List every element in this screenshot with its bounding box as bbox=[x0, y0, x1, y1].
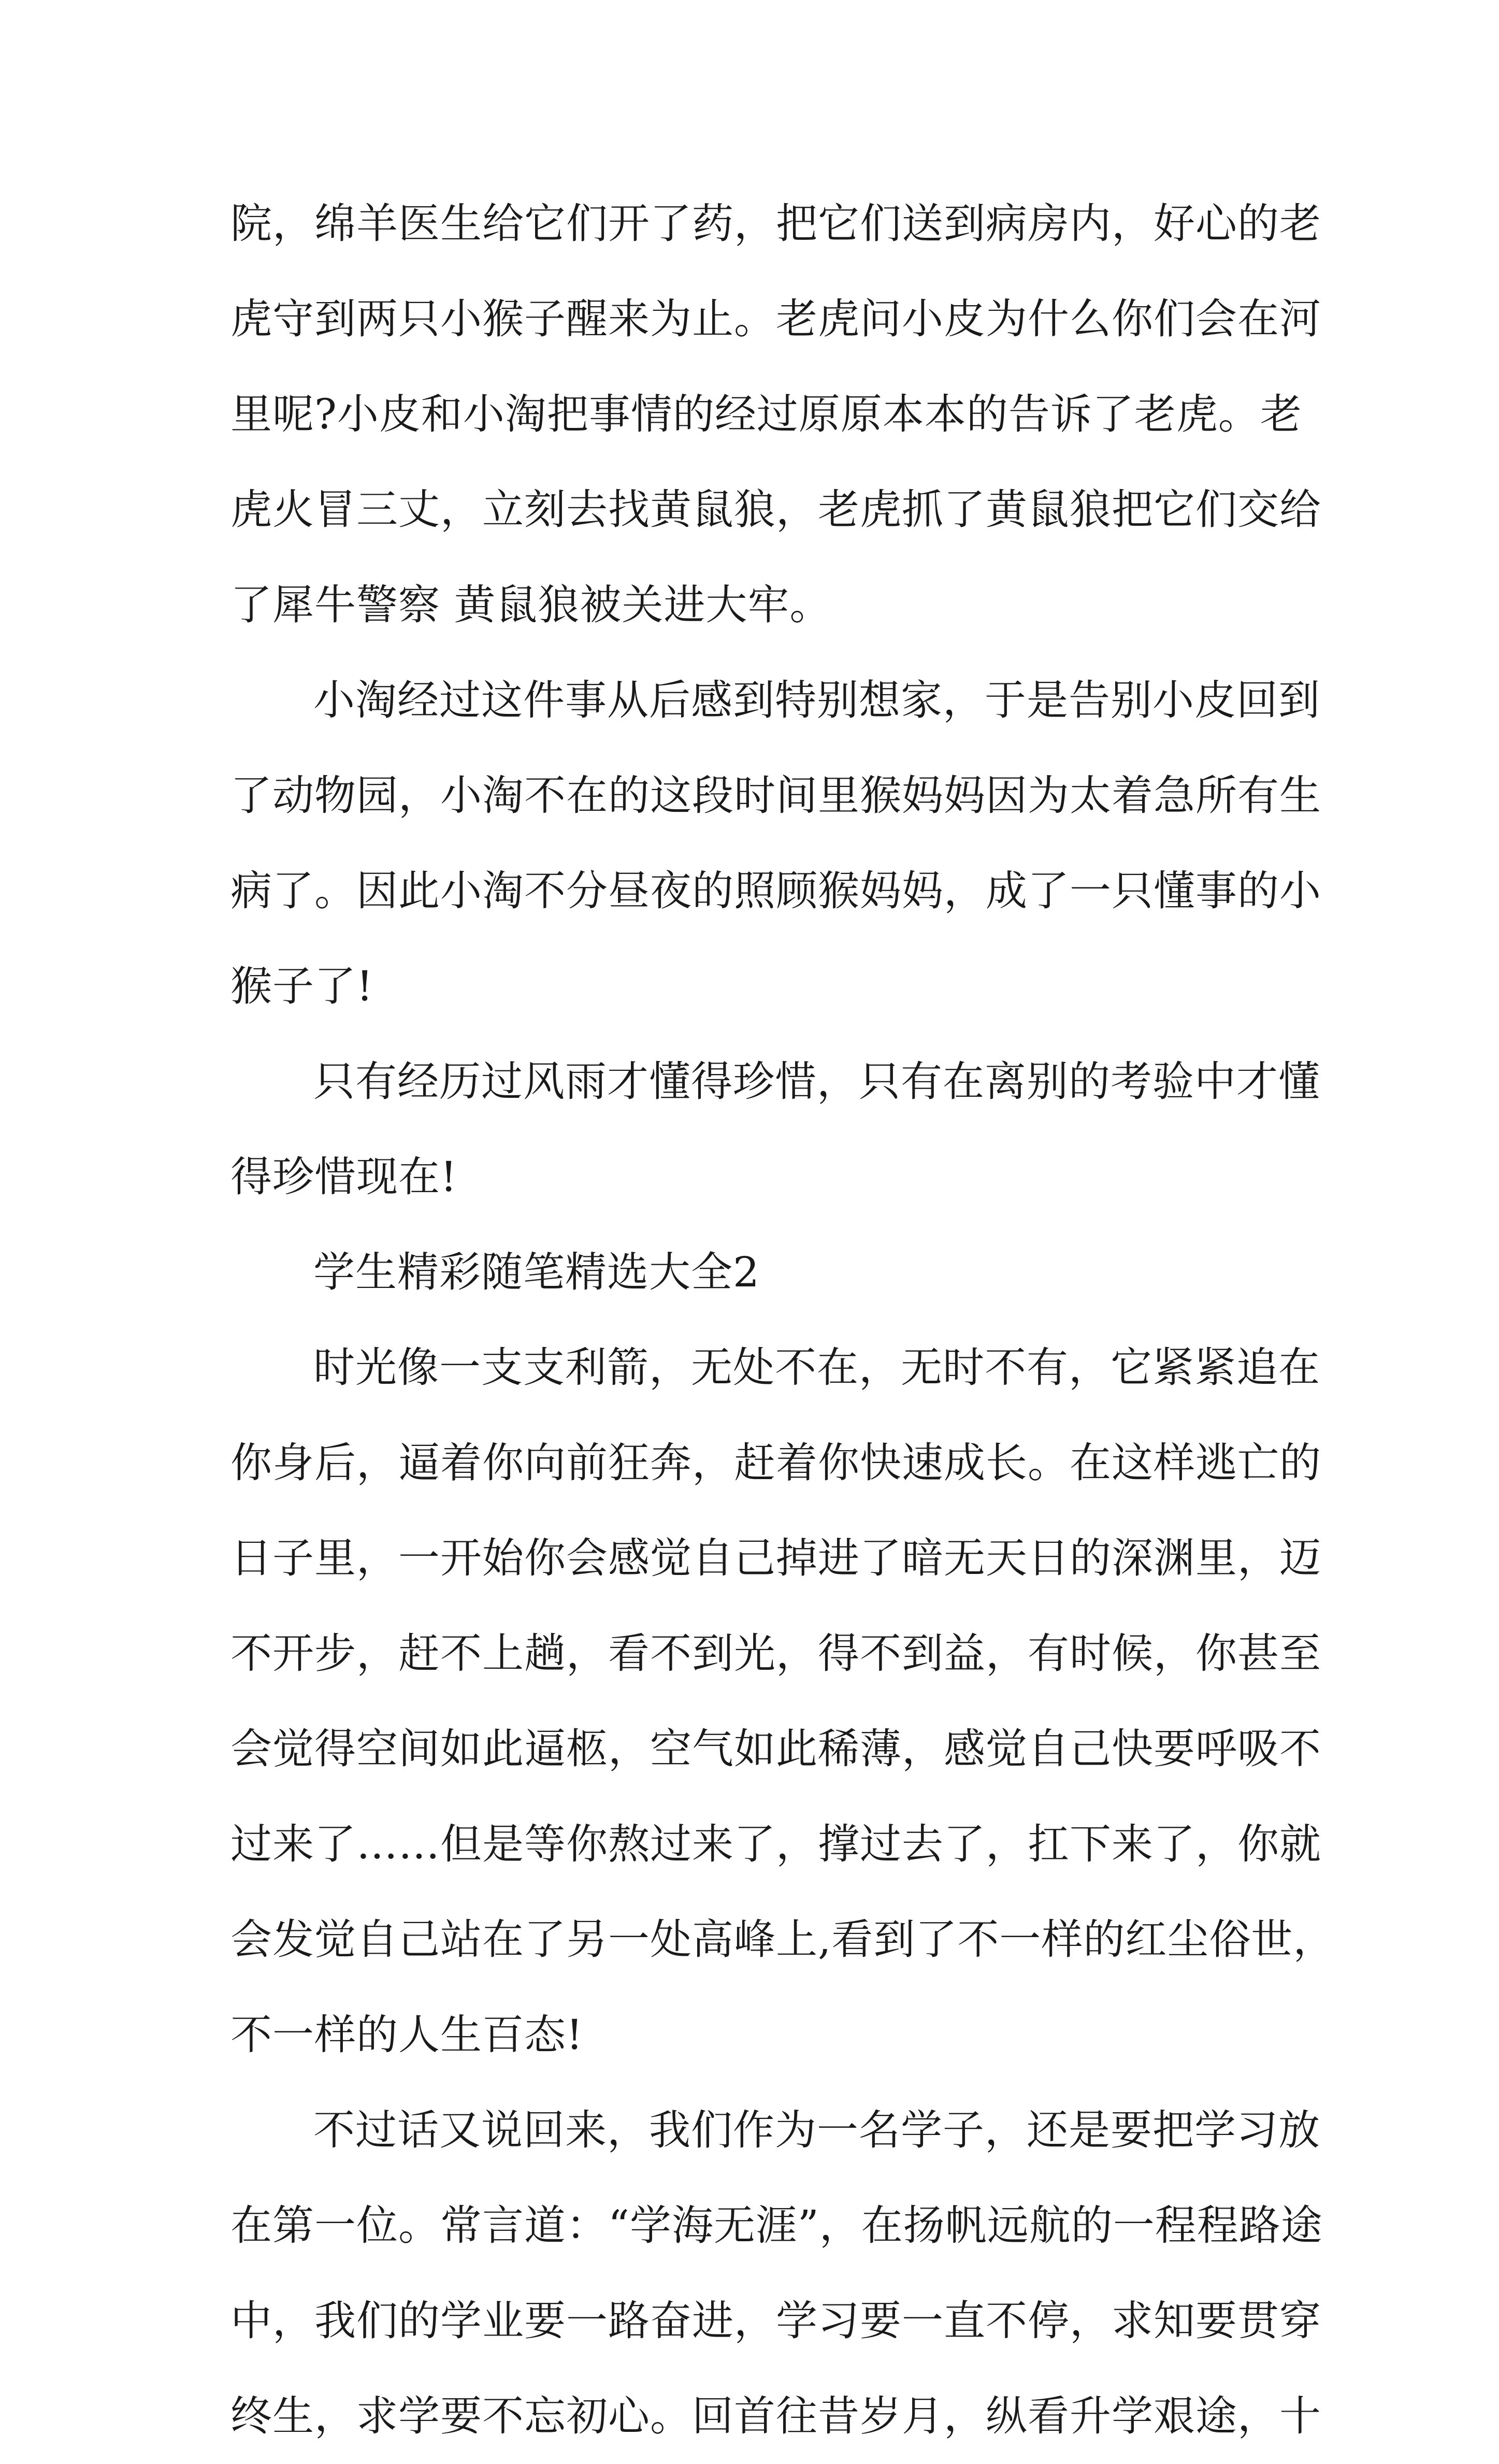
text-line: 猴子了! bbox=[230, 962, 374, 1010]
text-line: 虎火冒三丈，立刻去找黄鼠狼，老虎抓了黄鼠狼把它们交给 bbox=[230, 485, 1321, 534]
text-line: 得珍惜现在! bbox=[230, 1153, 458, 1201]
text-line: 虎守到两只小猴子醒来为止。老虎问小皮为什么你们会在河 bbox=[230, 295, 1321, 343]
text-line: 了动物园，小淘不在的这段时间里猴妈妈因为太着急所有生 bbox=[230, 771, 1321, 820]
text-line: 不一样的人生百态! bbox=[230, 2011, 584, 2059]
paragraph-5 bbox=[230, 1320, 1335, 2083]
paragraph-6 bbox=[230, 2083, 1323, 2464]
text-line: 你身后，逼着你向前狂奔，赶着你快速成长。在这样逃亡的 bbox=[230, 1439, 1321, 1487]
text-line: 会觉得空间如此逼柩，空气如此稀薄，感觉自己快要呼吸不 bbox=[230, 1725, 1321, 1773]
text-line: 了犀牛警察 黄鼠狼被关进大牢。 bbox=[230, 581, 832, 629]
text-line: 日子里，一开始你会感觉自己掉进了暗无天日的深渊里，迈 bbox=[230, 1534, 1321, 1582]
text-line: 时光像一支支利箭，无处不在，无时不有，它紧紧追在 bbox=[313, 1343, 1320, 1392]
text-line: 会发觉自己站在了另一处高峰上,看到了不一样的红尘俗世， bbox=[230, 1915, 1335, 1964]
text-line: 里呢?小皮和小淘把事情的经过原原本本的告诉了老虎。老 bbox=[230, 390, 1302, 438]
text-line: 过来了……但是等你熬过来了，撑过去了，扛下来了，你就 bbox=[230, 1820, 1321, 1868]
text-line: 不开步，赶不上趟，看不到光，得不到益，有时候，你甚至 bbox=[230, 1629, 1321, 1678]
text-line: 不过话又说回来，我们作为一名学子，还是要把学习放 bbox=[313, 2106, 1320, 2154]
text-line: 小淘经过这件事从后感到特别想家，于是告别小皮回到 bbox=[313, 676, 1320, 724]
section-heading bbox=[230, 1225, 1287, 1320]
text-line: 只有经历过风雨才懂得珍惜，只有在离别的考验中才懂 bbox=[313, 1057, 1320, 1106]
paragraph-3 bbox=[230, 1034, 1320, 1225]
paragraph-2 bbox=[230, 653, 1321, 1034]
text-line: 终生，求学要不忘初心。回首往昔岁月，纵看升学艰途，十 bbox=[230, 2392, 1321, 2440]
text-line: 院，绵羊医生给它们开了药，把它们送到病房内，好心的老 bbox=[230, 199, 1321, 248]
text-line: 中，我们的学业要一路奋进，学习要一直不停，求知要贯穿 bbox=[230, 2297, 1321, 2345]
heading-text: 学生精彩随笔精选大全2 bbox=[313, 1248, 760, 1296]
text-line: 病了。因此小淘不分昼夜的照顾猴妈妈，成了一只懂事的小 bbox=[230, 867, 1321, 915]
paragraph-1 bbox=[230, 176, 1321, 653]
document-body bbox=[230, 176, 1335, 2464]
text-line: 在第一位。常言道：“学海无涯”，在扬帆远航的一程程路途 bbox=[230, 2201, 1323, 2250]
